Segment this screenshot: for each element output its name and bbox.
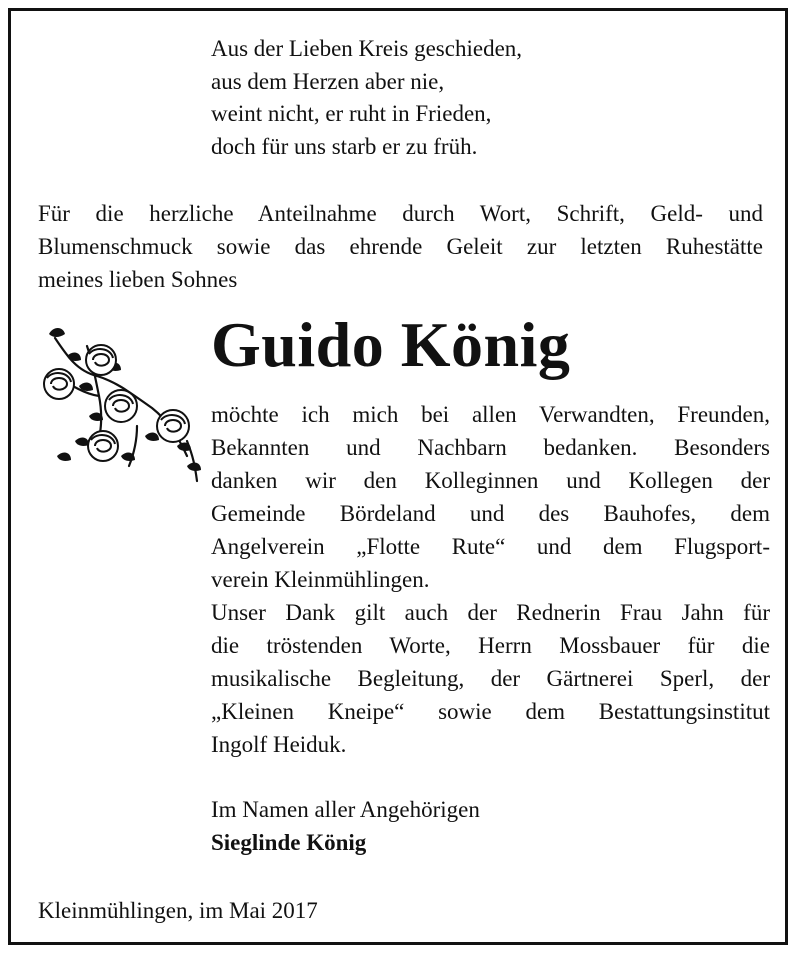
obituary-notice (8, 8, 788, 945)
thanks-paragraph (211, 398, 770, 761)
roses-icon (37, 316, 205, 486)
intro-paragraph (38, 197, 763, 296)
verse-line: aus dem Herzen aber nie, (211, 68, 445, 94)
body-line: musikalische Begleitung, der Gärtnerei Sperl, der (211, 666, 770, 691)
place-date: Kleinmühlingen, im Mai 2017 (38, 898, 318, 923)
body-line: „Kleinen Kneipe“ sowie dem Bestattungsinstitut (211, 699, 770, 724)
body-line: Angelverein „Flotte Rute“ und dem Flugsport- (211, 534, 770, 559)
signature-block (211, 793, 480, 859)
body-line: Gemeinde Bördeland und des Bauhofes, dem (211, 501, 770, 526)
verse-line: weint nicht, er ruht in Frieden, (211, 101, 492, 126)
body-line: Bekannten und Nachbarn bedanken. Besonders (211, 435, 770, 460)
body-line: danken wir den Kolleginnen und Kollegen der (211, 468, 770, 493)
intro-line: Blumenschmuck sowie das ehrende Geleit zur letzten Ruhestätte (38, 234, 763, 259)
signer-name: Sieglinde König (211, 830, 367, 855)
intro-line: Für die herzliche Anteilnahme durch Wort, Schrift, Geld- und (38, 201, 763, 226)
body-line: möchte ich mich bei allen Verwandten, Freunden, (211, 402, 770, 427)
body-line: Unser Dank gilt auch der Rednerin Frau Jahn für (211, 600, 770, 625)
deceased-name: Guido König (211, 309, 571, 380)
verse-line: Aus der Lieben Kreis geschieden, (211, 36, 523, 61)
memorial-verse (211, 33, 522, 163)
body-line: die tröstenden Worte, Herrn Mossbauer für die (211, 633, 770, 658)
body-line: verein Kleinmühlingen. (211, 567, 430, 592)
intro-line: meines lieben Sohnes (38, 267, 238, 292)
verse-line: doch für uns starb er zu früh. (211, 133, 478, 159)
body-line: Ingolf Heiduk. (211, 732, 347, 757)
on-behalf-text: Im Namen aller Angehörigen (211, 797, 480, 822)
